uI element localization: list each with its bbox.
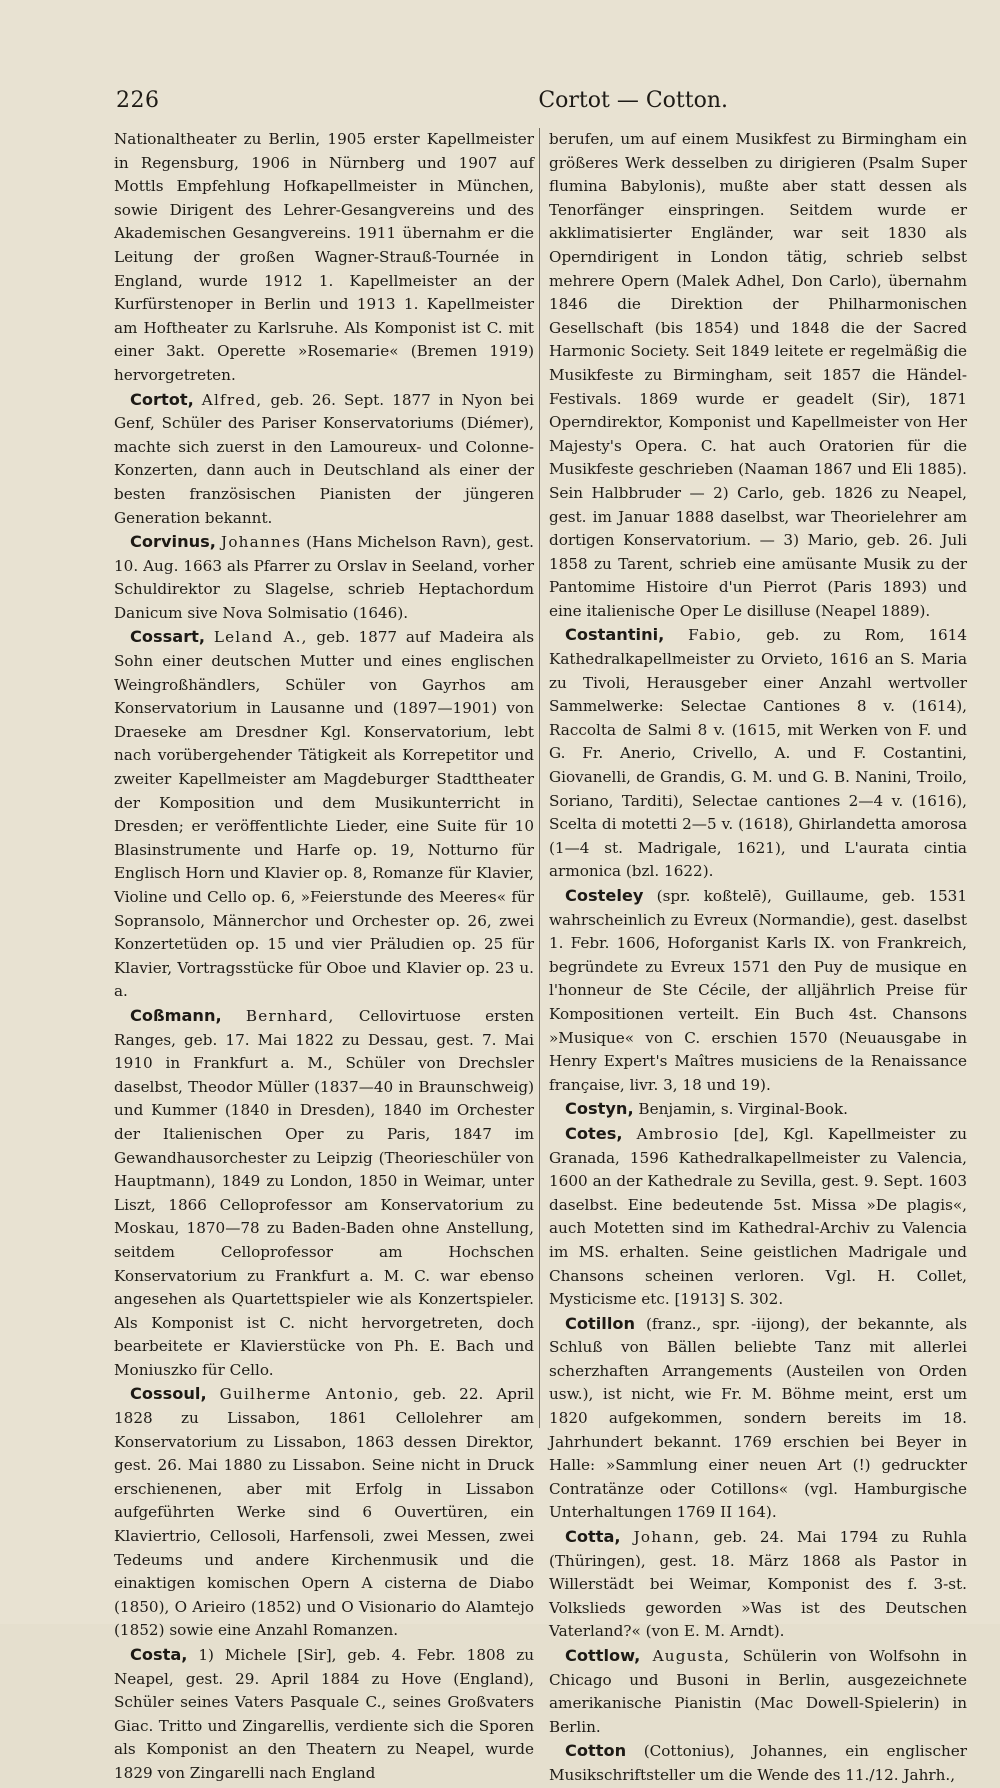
entry-headword: Costyn,	[565, 1099, 634, 1119]
entry-text: 1) Michele [Sir], geb. 4. Febr. 1808 zu Neapel, gest. 29. April 1884 zu Hove (England), Schüler seines Vaters Pasquale C., seines Großvaters Giac. Tritto und Zingarellis, verdiente sich die Sporen als Komponist an den Theatern zu Neapel, wurde 1829 von Zingarelli nach England	[114, 1646, 534, 1782]
running-title: Cortot — Cotton.	[538, 88, 728, 113]
entry-headword: Cortot,	[130, 389, 194, 409]
entry-firstname: Johann,	[633, 1528, 701, 1547]
dictionary-entry	[114, 1643, 534, 1786]
entry-firstname: Ambrosio	[636, 1124, 720, 1143]
dictionary-entry	[549, 623, 967, 884]
entry-text: geb. 26. Sept. 1877 in Nyon bei Genf, Schüler des Pariser Konservatoriums (Diémer), machte sich zuerst in den Lamoureux- und Colonne-Konzerten, dann auch in Deutschland als einer der besten französischen Pianisten der jüngeren Generation bekannt.	[114, 390, 534, 527]
entry-text: Benjamin, s. Virginal-Book.	[633, 1100, 848, 1119]
dictionary-entry	[549, 1644, 967, 1739]
entry-text: (Hans Michelson Ravn), gest. 10. Aug. 1663 als Pfarrer zu Orslav in Seeland, vorher Schuldirektor zu Slagelse, schrieb Heptachordum Danicum sive Nova Solmisatio (1646).	[114, 533, 534, 622]
dictionary-entry	[549, 884, 967, 1097]
dictionary-entry	[549, 1122, 967, 1312]
entry-firstname: Fabio,	[688, 626, 743, 645]
entry-continuation	[114, 128, 534, 388]
entry-continuation	[549, 128, 967, 623]
entry-text: Cellovirtuose ersten Ranges, geb. 17. Mai 1822 zu Dessau, gest. 7. Mai 1910 in Frankfurt a. M., Schüler von Drechsler daselbst, Theodor Müller (1837—40 in Braunschweig) und Kummer (1840 in Dresden), 1840 im Orchester der Italienischen Oper zu Paris, 1847 im Gewandhausorchester zu Leipzig (Theorieschüler von Hauptmann), 1849 zu London, 1850 in Weimar, unter Liszt, 1866 Celloprofessor am Konservatorium zu Moskau, 1870—78 zu Baden-Baden ohne Anstellung, seitdem Celloprofessor am Hochschen Konservatorium zu Frankfurt a. M. C. war ebenso angesehen als Quartettspieler wie als Konzertspieler. Als Komponist ist C. nicht hervorgetreten, doch bearbeitete er Klavierstücke von Ph. E. Bach und Moniuszko für Cello.	[114, 1006, 535, 1379]
entry-firstname: Guilherme Antonio,	[219, 1385, 400, 1404]
entry-text: Schülerin von Wolfsohn in Chicago und Busoni in Berlin, ausgezeichnete amerikanische Pianistin (Mac Dowell-Spielerin) in Berlin.	[549, 1647, 968, 1736]
right-column	[549, 128, 967, 1788]
entry-text: geb. 22. April 1828 zu Lissabon, 1861 Cellolehrer am Konservatorium zu Lissabon, 1863 dessen Direktor, gest. 26. Mai 1880 zu Lissabon. Seine nicht in Druck erschienenen, aber mit Erfolg in Lissabon aufgeführten Werke sind 6 Ouvertüren, ein Klaviertrio, Cellosoli, Harfensoli, zwei Messen, zwei Tedeums und andere Kirchenmusik und die einaktigen komischen Opern A cisterna de Diabo (1850), O Arieiro (1852) und O Visionario do Alamtejo (1852) sowie eine Anzahl Romanzen.	[114, 1385, 535, 1640]
entry-headword: Cossart,	[130, 627, 206, 647]
dictionary-entry	[549, 1312, 967, 1525]
entry-firstname: Leland A.,	[213, 628, 308, 647]
entry-text: (Cottonius), Johannes, ein englischer Musikschriftsteller um die Wende des 11./12. Jahrh.,	[549, 1742, 967, 1784]
page-header	[108, 88, 728, 118]
entry-headword: Costa,	[130, 1645, 188, 1664]
dictionary-entry	[114, 625, 534, 1004]
entry-text: (spr. koßtelē), Guillaume, geb. 1531 wahrscheinlich zu Evreux (Normandie), gest. daselbst 1. Febr. 1606, Hoforganist Karls IX. von Frankreich, begründete zu Evreux 1571 den Puy de musique en l'honneur de Ste Cécile, der alljährlich Preise für Kompositionen verteilt. Ein Buch 4st. Chansons »Musique« von C. erschien 1570 (Neuausgabe in Henry Expert's Maîtres musiciens de la Renaissance française, livr. 3, 18 und 19).	[549, 887, 967, 1094]
column-divider	[539, 128, 540, 1428]
entry-headword: Cotillon	[565, 1313, 636, 1333]
entry-headword: Costeley	[565, 886, 644, 905]
entry-text: [de], Kgl. Kapellmeister zu Granada, 1596 Kathedralkapellmeister zu Valencia, 1600 an der Kathedrale zu Sevilla, gest. 9. Sept. 1603 daselbst. Eine bedeutende 5st. Missa »De plagis«, auch Motetten sind im Kathedral-Archiv zu Valencia im MS. erhalten. Seine geistlichen Madrigale und Chansons scheinen verloren. Vgl. H. Collet, Mysticisme etc. [1913] S. 302.	[549, 1124, 968, 1309]
entry-headword: Cotton	[565, 1741, 627, 1761]
dictionary-entry	[114, 530, 534, 625]
entry-text: (franz., spr. -iijong), der bekannte, als Schluß von Bällen beliebte Tanz mit allerlei scherzhaften Arrangements (Austeilen von Orden usw.), ist nicht, wie Fr. M. Böhme meint, erst um 1820 aufgekommen, sondern bereits im 18. Jahrhundert bekannt. 1769 erschien bei Beyer in Halle: »Sammlung einer neuen Art (!) gedruckter Contratänze oder Cotillons« (vgl. Hamburgische Unterhaltungen 1769 II 164).	[549, 1314, 967, 1522]
entry-headword: Cotta,	[565, 1527, 621, 1547]
dictionary-entry	[549, 1097, 967, 1122]
page-number: 226	[116, 88, 160, 113]
entry-firstname: Alfred,	[201, 390, 263, 409]
entry-text: Nationaltheater zu Berlin, 1905 erster Kapellmeister in Regensburg, 1906 in Nürnberg und 1907 auf Mottls Empfehlung Hofkapellmeister in München, sowie Dirigent des Lehrer-Gesangvereins und des Akademischen Gesangvereins. 1911 übernahm er die Leitung der großen Wagner-Strauß-Tournée in England, wurde 1912 1. Kapellmeister an der Kurfürstenoper in Berlin und 1913 1. Kapellmeister am Hoftheater zu Karlsruhe. Als Komponist ist C. mit einer 3akt. Operette »Rosemarie« (Bremen 1919) hervorgetreten.	[114, 130, 534, 384]
entry-headword: Costantini,	[565, 625, 665, 645]
entry-text: geb. zu Rom, 1614 Kathedralkapellmeister zu Orvieto, 1616 an S. Maria zu Tivoli, Herausgeber einer Anzahl wertvoller Sammelwerke: Selectae Cantiones 8 v. (1614), Raccolta de Salmi 8 v. (1615, mit Werken von F. und G. Fr. Anerio, Crivello, A. und F. Costantini, Giovanelli, de Grandis, G. M. und G. B. Nanini, Troilo, Soriano, Tarditi), Selectae cantiones 2—4 v. (1616), Scelta di motetti 2—5 v. (1618), Ghirlandetta amorosa (1—4 st. Madrigale, 1621), und L'aurata cintia armonica (bzl. 1622).	[549, 626, 968, 881]
left-column	[114, 128, 534, 1786]
entry-text: geb. 24. Mai 1794 zu Ruhla (Thüringen), gest. 18. März 1868 als Pastor in Willerstädt bei Weimar, Komponist des f. 3-st. Volkslieds geworden »Was ist des Deutschen Vaterland?« (von E. M. Arndt).	[549, 1528, 968, 1641]
entry-headword: Cotes,	[565, 1123, 623, 1143]
dictionary-entry	[114, 388, 534, 531]
entry-firstname: Augusta,	[652, 1647, 731, 1665]
entry-firstname: Johannes	[221, 533, 302, 552]
entry-headword: Cottlow,	[565, 1646, 641, 1665]
entry-headword: Cossoul,	[130, 1384, 207, 1404]
dictionary-entry	[114, 1004, 534, 1383]
dictionary-entry	[549, 1739, 967, 1787]
dictionary-entry	[549, 1525, 967, 1644]
entry-firstname: Bernhard,	[245, 1006, 335, 1025]
dictionary-entry	[114, 1382, 534, 1643]
entry-headword: Coßmann,	[130, 1005, 222, 1025]
entry-headword: Corvinus,	[130, 532, 216, 552]
entry-text: geb. 1877 auf Madeira als Sohn einer deutschen Mutter und eines englischen Weingroßhändlers, Schüler von Gayrhos am Konservatorium in Lausanne und (1897—1901) von Draeseke am Dresdner Kgl. Konservatorium, lebt nach vorübergehender Tätigkeit als Korrepetitor und zweiter Kapellmeister am Magdeburger Stadttheater der Komposition und dem Musikunterricht in Dresden; er veröffentlichte Lieder, eine Suite für 10 Blasinstrumente und Harfe op. 19, Notturno für Englisch Horn und Klavier op. 8, Romanze für Klavier, Violine und Cello op. 6, »Feierstunde des Meeres« für Sopransolo, Männerchor und Orchester op. 26, zwei Konzertetüden op. 15 und vier Präludien op. 25 für Klavier, Vortragsstücke für Oboe und Klavier op. 23 u. a.	[114, 628, 534, 1001]
entry-text: berufen, um auf einem Musikfest zu Birmingham ein größeres Werk desselben zu dirigieren (Psalm Super flumina Babylonis), mußte aber statt dessen als Tenorfänger einspringen. Seitdem wurde er akklimatisierter Engländer, war seit 1830 als Operndirigent in London tätig, schrieb selbst mehrere Opern (Malek Adhel, Don Carlo), übernahm 1846 die Direktion der Philharmonischen Gesellschaft (bis 1854) und 1848 die der Sacred Harmonic Society. Seit 1849 leitete er regelmäßig die Musikfeste zu Birmingham, seit 1857 die Händel-Festivals. 1869 wurde er geadelt (Sir), 1871 Operndirektor, Komponist und Kapellmeister von Her Majesty's Opera. C. hat auch Oratorien für die Musikfeste geschrieben (Naaman 1867 und Eli 1885). Sein Halbbruder — 2) Carlo, geb. 1826 zu Neapel, gest. im Januar 1888 daselbst, war Theorielehrer am dortigen Konservatorium. — 3) Mario, geb. 26. Juli 1858 zu Tarent, schrieb eine amüsante Musik zu der Pantomime Histoire d'un Pierrot (Paris 1893) und eine italienische Oper Le disilluse (Neapel 1889).	[549, 130, 967, 620]
